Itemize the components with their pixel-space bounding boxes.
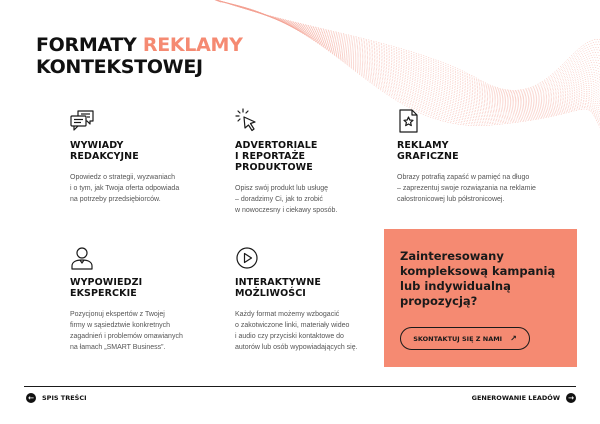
decorative-wave-line — [209, 0, 600, 97]
cta-box — [384, 229, 577, 367]
cta-heading: Zainteresowany kompleksową kampanią lub indywidualną propozycją? — [400, 249, 556, 308]
feature-heading: WYWIADY REDAKCYJNE — [70, 140, 139, 162]
decorative-wave-line — [208, 0, 600, 96]
decorative-wave-line — [214, 0, 600, 108]
decorative-wave-line — [215, 0, 600, 110]
footer-divider — [24, 386, 576, 387]
document-star-icon — [397, 108, 421, 134]
decorative-wave-line — [207, 0, 600, 95]
decorative-wave-line — [217, 1, 600, 118]
feature-advertoriale — [235, 108, 395, 216]
arrow-up-right-icon: ↗ — [510, 334, 517, 343]
person-expert-icon — [70, 245, 94, 271]
feature-wypowiedzi — [70, 245, 230, 353]
feature-heading: WYPOWIEDZI EKSPERCKIE — [70, 277, 143, 299]
decorative-wave-line — [210, 0, 600, 100]
decorative-wave-line — [214, 0, 600, 109]
decorative-wave-line — [215, 0, 600, 112]
decorative-wave-line — [207, 0, 600, 94]
arrow-left-icon: ← — [26, 393, 36, 403]
contact-button-label: SKONTAKTUJ SIĘ Z NAMI — [413, 334, 503, 343]
decorative-wave-line — [206, 0, 600, 93]
feature-reklamy-graficzne — [397, 108, 557, 205]
decorative-wave-line — [217, 1, 600, 116]
decorative-wave-line — [205, 0, 600, 91]
chat-bubbles-icon — [70, 108, 94, 134]
feature-interaktywne — [235, 245, 395, 353]
feature-heading: REKLAMY GRAFICZNE — [397, 140, 459, 162]
arrow-right-icon: → — [566, 393, 576, 403]
next-page-link[interactable] — [472, 393, 576, 403]
feature-description: Każdy format możemy wzbogacić o zakotwiczone linki, materiały wideo i audio czy przyciski kontaktowe do autorów lub osób wypowiadających się. — [235, 311, 358, 351]
title-line-2: KONTEKSTOWEJ — [36, 56, 203, 78]
next-page-label: GENEROWANIE LEADÓW — [471, 394, 560, 402]
decorative-wave-line — [210, 0, 600, 101]
decorative-wave-line — [218, 1, 600, 121]
prev-page-label: SPIS TREŚCI — [42, 394, 87, 402]
prev-page-link[interactable] — [26, 393, 87, 403]
decorative-wave-line — [213, 0, 600, 106]
decorative-wave-line — [206, 0, 600, 92]
decorative-wave-line — [205, 0, 600, 90]
contact-button[interactable] — [400, 327, 530, 350]
decorative-wave-line — [212, 0, 600, 105]
page-title — [36, 34, 243, 78]
feature-description: Opisz swój produkt lub usługę – doradzimy Ci, jak to zrobić w nowoczesny i ciekawy sposób. — [235, 185, 338, 214]
decorative-wave-line — [209, 0, 600, 98]
title-word: FORMATY — [36, 34, 137, 56]
decorative-wave-line — [212, 0, 600, 104]
decorative-wave-line — [211, 0, 600, 103]
decorative-wave-line — [210, 0, 600, 99]
feature-heading: INTERAKTYWNE MOŻLIWOŚCI — [235, 277, 321, 299]
feature-wywiady — [70, 108, 230, 205]
decorative-wave-line — [215, 0, 600, 111]
play-circle-icon — [235, 245, 259, 271]
feature-description: Obrazy potrafią zapaść w pamięć na długo – zaprezentuj swoje rozwiązania na reklamie całostronicowej lub półstronicowej. — [397, 174, 536, 203]
title-accent-word: REKLAMY — [142, 34, 243, 56]
decorative-wave-line — [213, 0, 600, 107]
decorative-wave-line — [216, 1, 600, 115]
feature-description: Opowiedz o strategii, wyzwaniach i o tym, jak Twoja oferta odpowiada na potrzeby przedsiębiorców. — [70, 174, 180, 203]
feature-description: Pozycjonuj ekspertów z Twojej firmy w sąsiedztwie konkretnych zagadnień i problemów omawianych na łamach „SMART Business”. — [70, 311, 183, 351]
cursor-click-icon — [235, 108, 259, 134]
decorative-wave-line — [211, 0, 600, 102]
feature-heading: ADVERTORIALE I REPORTAŻE PRODUKTOWE — [235, 140, 318, 173]
decorative-wave-line — [216, 0, 600, 113]
decorative-wave-line — [218, 1, 600, 123]
decorative-wave-line — [208, 0, 600, 95]
